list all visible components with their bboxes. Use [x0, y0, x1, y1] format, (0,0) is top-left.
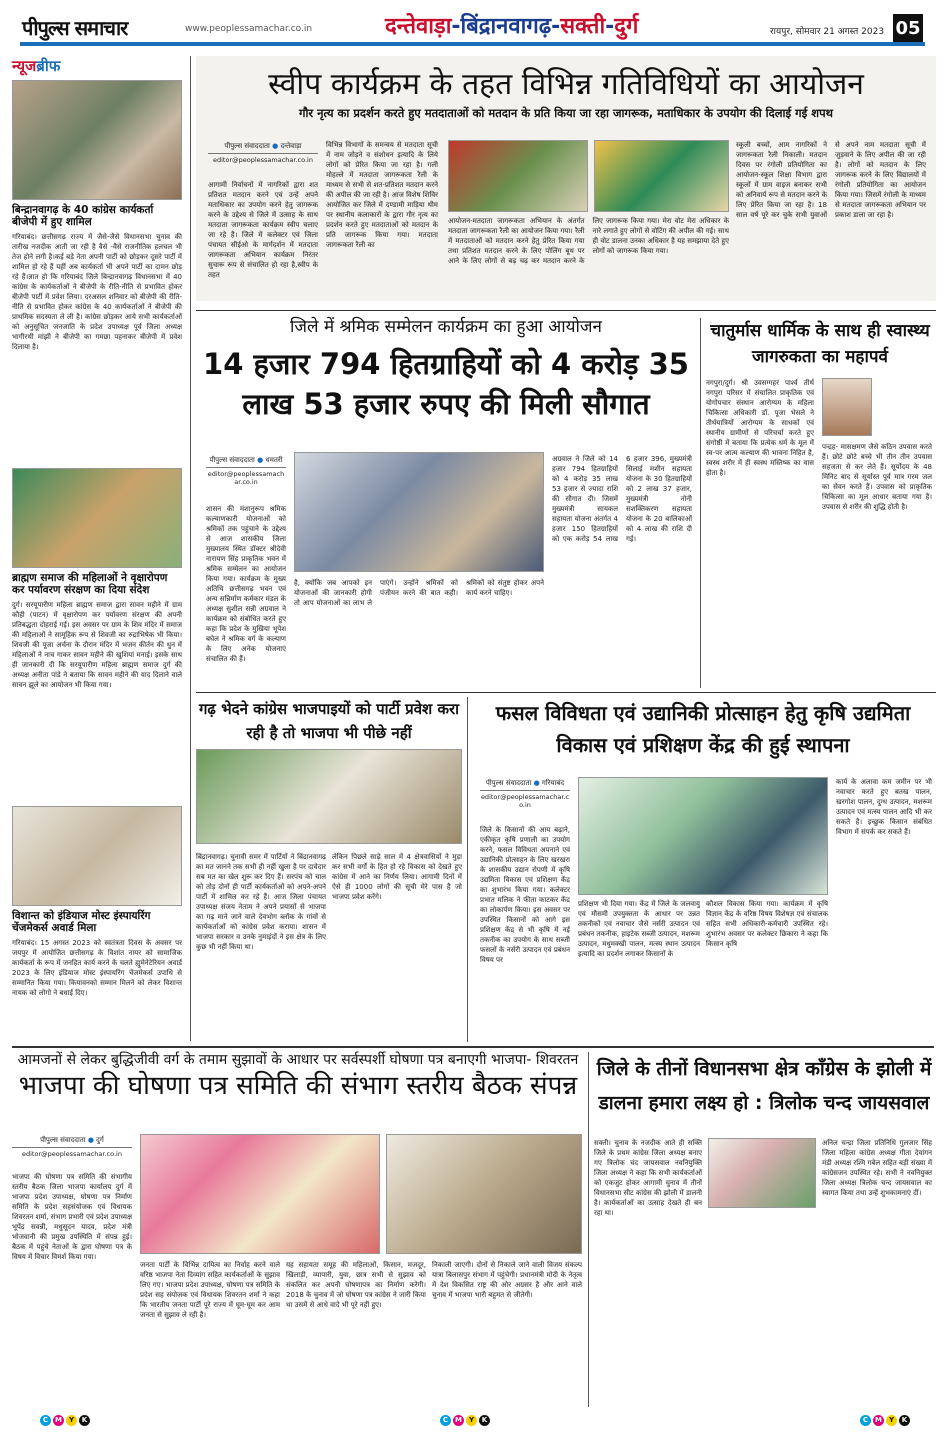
column-divider	[588, 1052, 589, 1407]
congress-col: सक्ती। चुनाव के नजदीक आते ही सक्ति जिले के प्रथम कांग्रेस जिला अध्यक्ष बनाए गए त्रिलोक चंद जायसवाल नवनियुक्ति जिला अध्यक्ष ने कहा कि सभी कार्यकर्ताओं को एकजुट होकर आगामी चुनाव में तीनों विधानसभा सीट कांग्रेस की झोली में डालनी है। कार्यकर्ताओं का उत्साह देखते ही बन रहा था।	[594, 1139, 702, 1217]
news-brief-column	[12, 56, 182, 1046]
brief-photo-1	[12, 80, 182, 200]
divider	[12, 1046, 934, 1048]
top-story	[196, 56, 936, 301]
chaturmas-col: पन्द्रह- मासक्षमण जैसे कठिन उपवास करते हैं। छोटे छोटे बच्चे भी तीन तीन उपवास सहजता से कर लेते हैं। सूर्योदय के 48 मिनिट बाद से सूर्यास्त पूर्व मात्र गरम जल का सेवन करते हैं। उपवास को प्राकृतिक चिकित्सा का मूल आधार बताया गया है। उपवास से शरीर की शुद्धि होती है।	[822, 443, 932, 511]
section-sep: -	[451, 14, 461, 39]
shramik-headline: 14 हजार 794 हितग्राहियों को 4 करोड़ 35 लाख 53 हजार रुपए की मिली सौगात	[203, 346, 689, 421]
congress-col: अनिल चन्द्रा जिला प्रतिनिधि गुलजार सिंह जिला महिला कांग्रेस अध्यक्ष गीता देवांगन मंडी अध्यक्ष रश्मि गबेल सहित बड़ी संख्या में कांग्रेसजन उपस्थित रहे। सभी ने नवनियुक्त जिला अध्यक्ष त्रिलोक चन्द जायसवाल का स्वागत किया तथा उन्हें शुभकामनाएं दीं।	[822, 1139, 932, 1197]
top-story-photo-1	[448, 140, 588, 212]
byline-dot: ●	[87, 1136, 94, 1144]
krishi-story	[472, 697, 934, 1042]
top-story-byline-block	[208, 140, 318, 166]
top-story-photo-2	[594, 140, 729, 212]
brief-body: दुर्ग। सरयूपारीण महिला ब्राह्मण समाज द्वारा सावन महीने में ग्राम कौही (पाटन) में वृक्षारोपण कर पर्यावरण संरक्षण की अपनी प्रतिबद्धता दोहराई गई। इस अवसर पर ग्राम के शिव मंदिर में समाज की महिलाओं ने सामूहिक रूप से शिवजी का रुद्राभिषेक भी किया। शिवजी की पूजा अर्चना के दौरान मंदिर में भजन कीर्तन की धुन में महिलाओं ने नाच गाकर सावन महीने की खुशियां मनाई। इसके साथ ही जानकारी दी कि सरयूपारीण महिला ब्राह्मण समाज दुर्ग की अध्यक्ष अनीता पांडे ने बताया कि सावन महीने की याद दिलाने वाले सावन झूले का आयोजन भी किया गया।	[12, 601, 182, 690]
newspaper-logo: पीपुल्स समाचार	[22, 16, 128, 40]
cmyk-registration-mark	[40, 1415, 90, 1426]
cmyk-dot: C	[440, 1415, 451, 1426]
cmyk-registration-mark	[440, 1415, 490, 1426]
shramik-col: है, क्योंकि जब आपको इन योजनाओं की जानकारी होगी तो आप योजनाओं का लाभ ले पाएंगे। उन्होंने श्रमिकों को पंजीयन करने की बात कही। श्रमिकों को संतुष्ट होकर अपने कार्य करने चाहिए।	[294, 579, 544, 607]
brief-headline: बिन्द्रानवागढ़ के 40 कांग्रेस कार्यकर्ता बीजेपी में हुए शामिल	[12, 204, 154, 229]
byline-place: गरियाबंद	[541, 779, 565, 787]
byline-place: दुर्ग	[96, 1136, 104, 1144]
bjp-col: जनता पार्टी के विभिन्न दायित्व का निर्वाह करने वाले वरिष्ठ भाजपा नेता दिव्यांग सहित कार्यकर्ताओं के सुझाव लिए गए। भाजपा प्रदेश उपाध्यक्ष, घोषणा पत्र समिति के प्रदेश सह संयोजक एवं विधायक शिवरतन शर्मा ने कहा कि भारतीय जनता पार्टी पूरे राज्य में घूम-घूम कर आम जनता से सुझाव ले रही है।	[140, 1261, 280, 1319]
bjp-byline-block	[12, 1134, 132, 1160]
byline-dot: ●	[272, 142, 279, 150]
shramik-col: अग्रवाल ने जिले को 14 हजार 794 हितग्राहियों को 4 करोड़ 35 लाख 53 हजार से ज्यादा राशि की सौगात दी। जिसमें मुख्यमंत्री सायकल सहायता योजना अंतर्गत 4 हजार 150 हितग्राहियों को एक करोड़ 54 लाख 6 हजार 396, मुख्यमंत्री सिलाई मशीन सहायता योजना के 30 हितग्राहियों को 2 लाख 37 हजार, मुख्यमंत्री नोनी सशक्तिकरण सहायता योजना के 20 बालिकाओं को 4 लाख की राशि दी गई।	[552, 455, 692, 543]
brief-headline: विशान्त को इंडियाज मोस्ट इंस्पायरिंग चेंजमेकर्स अवार्ड मिला	[12, 910, 151, 935]
byline-email[interactable]: editor@peoplessamachar.co.in	[480, 793, 570, 809]
congress-story	[594, 1052, 934, 1407]
congress-headline: जिले के तीनों विधानसभा क्षेत्र कॉंग्रेस के झोली में डालना हमारा लक्ष्य हो : त्रिलोक चन्द जायसवाल	[596, 1058, 932, 1114]
cmyk-dot: M	[873, 1415, 884, 1426]
header-rule	[20, 42, 925, 46]
bjp-kicker: आमजनों से लेकर बुद्धिजीवी वर्ग के तमाम सुझावों के आधार पर सर्वस्पर्शी घोषणा पत्र बनाएगी भाजपा- शिवरतन	[17, 1052, 579, 1068]
garh-col: बिंद्रानवागढ़। चुनावी समर में पार्टियों ने बिंद्रानवागढ़ का मत जानने तक सभी ही नहीं खुला है पर दावेदार सब मत का खेल शुरू कर दिए हैं। सरपंच को चाल को तोड़ दोनों ही पार्टी कार्यकर्ताओं को अपने-अपने पार्टी में शामिल कर रहे हैं। आज जिला पंचायत उपाध्यक्ष संजय नेताम ने अपने प्रयासों से भाजपा का गढ़ माने जाने वाले देवभोग ब्लॉक के गांवों से कार्यकर्ताओं को कांग्रेस प्रवेश कराया। शासन में भाजपा सरकार व उनके नुमाइंदों ने इस क्षेत्र के लिए कुछ भी नहीं किया था।	[196, 853, 326, 951]
shramik-story	[196, 318, 696, 688]
top-story-col: आयोजन-मतदाता जागरूकता अभियान के अंतर्गत मतदाता जागरूकता रैली का आयोजन किया गया। रैली में मतदाताओं को मतदान करने हेतु प्रेरित किया गया तथा प्रतिशत मतदान करने के लिए पोलिंग बूथ पर आने के लिए लोगों से बढ़ चढ़ कर मतदान करने के लिए जागरूक किया गया। मेरा वोट मेरा अधिकार के नारे लगाते हुए लोगों से वोटिंग की अपील की गई। साथ ही वोट डालना उनका अधिकार है यह समझाया देते हुए लोगों को जागरूक किया गया।	[448, 217, 729, 265]
chaturmas-headline: चातुर्मास धार्मिक के साथ ही स्वास्थ्य जागरुकता का महापर्व	[710, 321, 930, 367]
brief-body: गरियाबंद। 15 अगस्त 2023 को स्वतंत्रता दिवस के अवसर पर जयपुर में आयोजित छत्तीसगढ़ के विशांत नायर को सामाजिक कार्यकर्ता के रूप में जनहित कार्य करने के चलते ह्युमेनेटेरियन अवार्ड 2023 के लिए इंडियाज मोस्ट इंस्पायरिंग चेंजमेकर्स उपाधि से सम्मानित किया गया। कियावनको सम्मान मिलने को लेकर विशान्त नायक को लोगो ने बधाई दिए।	[12, 939, 182, 998]
shramik-col: शासन की मंशानुरूप श्रमिक कल्याणकारी योजनाओं को श्रमिकों तक पहुंचाने के उद्देश्य से आज शासकीय जिला मुख्यालय स्थित डॉक्टर श्रीदेवी नारायण सिंह प्राकृतिक भवन में श्रमिक सम्मेलन का आयोजन किया गया। कार्यक्रम के मुख्य अतिथि छत्तीसगढ़ भवन एवं अन्य सन्निर्माण कर्मकार मंडल के अध्यक्ष सुशील सन्नी अग्रवाल ने कार्यक्रम को संबोधित करते हुए कहा कि प्रदेश के मुखिया भूपेश बघेल ने श्रमिक वर्ग के कल्याण के लिए अनेक योजनाएं संचालित की हैं।	[206, 505, 286, 663]
byline	[206, 454, 286, 468]
byline-dot: ●	[533, 779, 540, 787]
bjp-col: निकाली जाएगी। दोनों से निकाले जाने वाली विजय संकल्प यात्रा बिलासपुर संभाग में पहुंचेगी। प्रधानमंत्री मोदी के नेतृत्व में देश विकसित राष्ट्र की ओर अग्रसर है और आने वाले चुनाव में भाजपा भारी बहुमत से जीतेगी।	[432, 1261, 582, 1299]
cmyk-dot: Y	[886, 1415, 897, 1426]
cmyk-dot: M	[453, 1415, 464, 1426]
bjp-photo-2	[386, 1134, 582, 1254]
cmyk-dot: C	[40, 1415, 51, 1426]
news-brief-title-a: न्यूज	[12, 57, 37, 75]
bjp-photo-1	[140, 1134, 380, 1254]
divider	[196, 692, 936, 693]
cmyk-dot: K	[79, 1415, 90, 1426]
byline-place: धमतरी	[265, 456, 283, 464]
top-story-headline: स्वीप कार्यक्रम के तहत विभिन्न गतिविधियों का आयोजन	[268, 67, 864, 102]
section-title	[385, 10, 638, 40]
section-part: बिंद्रानवागढ़	[460, 14, 552, 39]
byline-email[interactable]: editor@peoplessamachar.co.in	[207, 470, 285, 486]
column-divider	[467, 697, 468, 1042]
column-divider	[700, 318, 701, 688]
garh-photo	[196, 749, 462, 844]
krishi-col: जिले के किसानों की आय बढ़ाने, एकीकृत कृषि प्रणाली का उपयोग करने, फसल विविधता अपनाने एवं उद्यानिकी प्रोत्साहन के लिए खरखरा के शासकीय उद्यान रोपणी में कृषि उद्यमिता विकास एवं प्रशिक्षण केंद्र का शुभारंभ किया गया। कलेक्टर प्रभात मलिक ने फीता काटकर केंद्र का लोकार्पण किया। इस अवसर पर उपस्थित किसानों को आगे इस प्रशिक्षण केंद्र से भी कृषि में नई तकनीक का उपयोग के साथ सब्जी फसलों के नर्सरी उत्पादन एवं प्रबंधन विषय पर	[480, 826, 570, 964]
page-number: 05	[893, 14, 923, 44]
byline-place: दन्तेवाड़ा	[280, 142, 302, 150]
chaturmas-col: नगपुरा/दुर्ग। श्री उवसग्गहरं पार्श्व तीर्थ नगपुरा परिसर में संचालित प्राकृतिक एवं योगोपचार संस्थान आरोग्यम के महिला चिकित्सा अधिकारी डॉ. पूजा भेसले ने तीर्थयात्रियों आरोग्यम के साधकों एवं स्थानीय ग्रामीणों से परिचर्चा करते हुए संगोष्ठी में बताया कि प्रत्येक धर्म के मूल में स्व-पर आत्म कल्याण की भावना निहित है, स्वस्थ शरीर में ही स्वस्थ मस्तिष्क का वास होता है।	[706, 379, 814, 477]
byline-dot: ●	[257, 456, 264, 464]
byline-name: पीपुल्स संवाददाता	[485, 779, 532, 787]
top-story-col: स्कूली बच्चों, आम नागरिकों ने जागरूकता रैली निकाली। मतदान दिवस पर रंगोली प्रतियोगिता का आयोजन-स्कूल शिक्षा विभाग द्वारा स्कूलों में ग्राम वाइज बनाकर सभी को अनिवार्य रूप से मतदान करने के लिए प्रेरित किया जा रहा है। 18 साल वर्ष पूरे कर चुके सभी युवाओं से अपने नाम मतदाता सूची में जुड़वाने के लिए अपील की जा रही है। लोगों को मतदान के लिए जागरूक करने के लिए विद्यालयों में रंगोली प्रतियोगिता का आयोजन किया गया। जिसमें रंगोली के माध्यम से मतदाता जागरूकता अभियान पर प्रकाश डाला जा रहा है।	[736, 141, 926, 219]
garh-headline: गढ़ भेदने कांग्रेस भाजपाइयों को पार्टी प्रवेश करा रही है तो भाजपा भी पीछे नहीं	[198, 700, 460, 742]
section-sep: -	[605, 14, 615, 39]
krishi-col: कार्य के अलावा कम जमीन पर भी नवाचार करते हुए बतख पालन, खरगोश पालन, दुग्ध उत्पादन, मशरूम उत्पादन एवं मत्स्य पालन आदि भी कर सकते है। इच्छुक किसान संबंधित विभाग में संपर्क कर सकते हैं।	[836, 778, 932, 836]
section-part: दन्तेवाड़ा	[385, 14, 452, 39]
krishi-byline-block	[480, 777, 570, 811]
garh-story	[196, 697, 462, 1042]
bjp-col: यह सहायता समूह की महिलाओं, किसान, मजदूर, खिलाड़ी, व्यापारी, युवा, छात्र सभी से सुझाव को संकलित कर अपनी घोषणापत्र का निर्माण करेगी। 2018 के चुनाव में जो घोषणा पत्र कांग्रेस ने जारी किया था उसमें से आधे वादे भी पूरे नहीं हुए।	[286, 1261, 426, 1309]
byline-name: पीपुल्स संवाददाता	[209, 456, 255, 464]
top-story-col: विभिन्न विभागों के समन्वय से मतदाता सूची में नाम जोड़ने व संशोधन इत्यादि के लिये लोगों को प्रेरित किया जा रहा है। गली मोहल्ले में मतदाता जागरूकता रैली के माध्यम से सभी से शत-प्रतिशत मतदान करने की अपील की जा रही है। आज विशेष शिविर आयोजित कर जिले में दण्डामी माड़िया थीम पर स्थानीय कलाकारों के द्वारा गौर नृत्य का प्रदर्शन करते हुए मतदाताओं को मतदान के प्रति जागरूक किया गया। मतदाता जागरूकता रैली का	[326, 141, 438, 249]
krishi-headline: फसल विविधता एवं उद्यानिकी प्रोत्साहन हेतु कृषि उद्यमिता विकास एवं प्रशिक्षण केंद्र की हुई स्थापना	[495, 701, 911, 757]
brief-photo-3	[12, 806, 182, 906]
brief-body: गरियाबंद। छत्तीसगढ़ राज्य में जैसे-जैसे विधानसभा चुनाव की तारीख नजदीक आती जा रही है वैसे -वैसे राजनीतिक हलचल भी तेज होने लगी है।कई बड़े नेता अपनी पार्टी को छोड़कर दूसरे पार्टी में शामिल हो रहे हैं यहीं अब कार्यकर्ता भी अपने पार्टी का दामन छोड़ रहे हैं।ज्ञात हो कि गरियाबंद जिले बिन्द्रानवागढ़ विधानसभा में 40 कांग्रेस के कार्यकर्ताओं ने बीजेपी के रीति-नीति से प्रभावित होकर बीजेपी पार्टी में प्रवेश लिया। दरअसल शनिवार को बीजेपी की रीति-नीति से प्रभावित होकर कांग्रेस के 40 कार्यकर्ताओं ने बीजेपी की प्राथमिक सदस्यता ले ली है। कांग्रेस छोड़कर आये सभी कार्यकर्ताओं को अनुसूचित जनजाति के प्रदेश उपाध्यक्ष पूर्व जिला अध्यक्ष भागीरथी मांझी ने बीजेपी का गमछा पहनाकर बीजेपी में प्रवेश दिलाया है।	[12, 233, 182, 352]
byline-name: पीपुल्स संवाददाता	[224, 142, 270, 150]
krishi-photo	[578, 777, 828, 895]
chaturmas-story	[706, 318, 934, 688]
brief-headline: ब्राह्मण समाज की महिलाओं ने वृक्षारोपण कर पर्यावरण संरक्षण का दिया संदेश	[12, 572, 168, 597]
cmyk-dot: M	[53, 1415, 64, 1426]
byline-name: पीपुल्स संवाददाता	[40, 1136, 86, 1144]
bjp-col: भाजपा की घोषणा पत्र समिति की संभागीय स्तरीय बैठक जिला भाजपा कार्यालय दुर्ग में भाजपा प्रदेश उपाध्यक्ष, घोषणा पत्र निर्माण समिति के प्रदेश सहसंयोजक एवं विधायक शिवरतन शर्मा, संभाग प्रभारी एवं प्रदेश उपाध्यक्ष भूपेंद्र सवन्नी, मधुसूदन यादव, प्रदेश मंत्री भोजवानी की प्रमुख उपस्थिति में संपन्न हुई। बैठक में पहुंचे नेताओं के द्वारा घोषणा पत्र के विषय में विचार विमर्श किया गया।	[12, 1173, 132, 1261]
shramik-photo	[294, 452, 544, 572]
top-story-col: आगामी निर्वाचनों में नागरिकों द्वारा शत प्रतिशत मतदान करने एवं उन्हें अपने मताधिकार का उपयोग करने हेतु जागरूक करने के उद्देश्य से जिले में उत्साह के साथ मतदाता जागरूकता कार्यक्रम स्वीप चलाए जा रहे है। जिले में कलेक्टर एवं जिला पंचायत सीईओ के मार्गदर्शन में मतदाता जागरूकता अभियान कार्यक्रम निरंतर सुचारू रूप से संचालित हो रहा है,स्वीप के तहत	[208, 181, 318, 279]
cmyk-dot: Y	[66, 1415, 77, 1426]
shramik-byline-block	[206, 454, 286, 488]
section-part: सक्ती	[560, 14, 606, 39]
byline	[480, 777, 570, 791]
section-sep: -	[551, 14, 561, 39]
news-brief-title	[12, 56, 182, 76]
byline	[208, 140, 318, 154]
bjp-headline: भाजपा की घोषणा पत्र समिति की संभाग स्तरीय बैठक संपन्न	[18, 1071, 578, 1102]
cmyk-dot: C	[860, 1415, 871, 1426]
byline	[12, 1134, 132, 1148]
column-divider	[190, 56, 191, 1041]
byline-email[interactable]: editor@peoplessamachar.co.in	[22, 1150, 122, 1158]
edition-date: रायपुर, सोमवार 21 अगस्त 2023	[770, 27, 885, 37]
shramik-kicker: जिले में श्रमिक सम्मेलन कार्यक्रम का हुआ आयोजन	[290, 317, 602, 337]
brief-photo-2	[12, 468, 182, 568]
top-story-subhead: गौर नृत्य का प्रदर्शन करते हुए मतदाताओं को मतदान के प्रति किया जा रहा जागरूक, मताधिकार के उपयोग की दिलाई गई शपथ	[298, 105, 834, 120]
doctor-photo	[822, 378, 872, 436]
bjp-story	[12, 1052, 584, 1407]
byline-email[interactable]: editor@peoplessamachar.co.in	[213, 156, 313, 164]
website-url[interactable]: www.peoplessamachar.co.in	[185, 24, 313, 34]
congress-photo	[708, 1138, 816, 1208]
garh-col: लेकिन पिछले साढ़े साल में 4 क्षेत्रवासियों ने मुड़ा कर सभी वर्गों के हित हो रहे विकास को देखते हुए कांग्रेस में आने का निर्णय लिया। आगामी दिनों में ऐसे ही 1000 लोगों की सूची मेरे पास है जो भाजपा प्रवेश करेंगे।	[332, 853, 462, 901]
cmyk-registration-mark	[860, 1415, 910, 1426]
krishi-col: कौशल विकास किया गया। कार्यक्रम में कृषि विज्ञान केंद्र के वरिष्ठ विषय विशेषज्ञ एवं संचालक सहित सभी अधिकारी-कर्मचारी उपस्थित रहे। शुभारंभ अवसर पर कलेक्टर छिकारा ने कहा कि किसान कृषि	[706, 900, 828, 948]
cmyk-dot: K	[899, 1415, 910, 1426]
krishi-col: प्रशिक्षण भी दिया गया। केंद्र में जिले के जलवायु एवं मौसमी उपयुक्तता के आधार पर उन्नत तकनीकों एवं नवाचार जैसे नर्सरी उत्पादन एवं प्रबंधन तकनीक, हाइटेक सब्जी उत्पादन, मशरूम उत्पादन, मधुमक्खी पालन, मत्स्य स्थान उत्पादन इत्यादि का प्रदर्शन लगाकर किसानों के	[578, 900, 700, 958]
news-brief-title-b: ब्रीफ	[36, 57, 61, 75]
section-part: दुर्ग	[614, 14, 639, 39]
divider	[196, 310, 936, 311]
cmyk-dot: K	[479, 1415, 490, 1426]
cmyk-dot: Y	[466, 1415, 477, 1426]
